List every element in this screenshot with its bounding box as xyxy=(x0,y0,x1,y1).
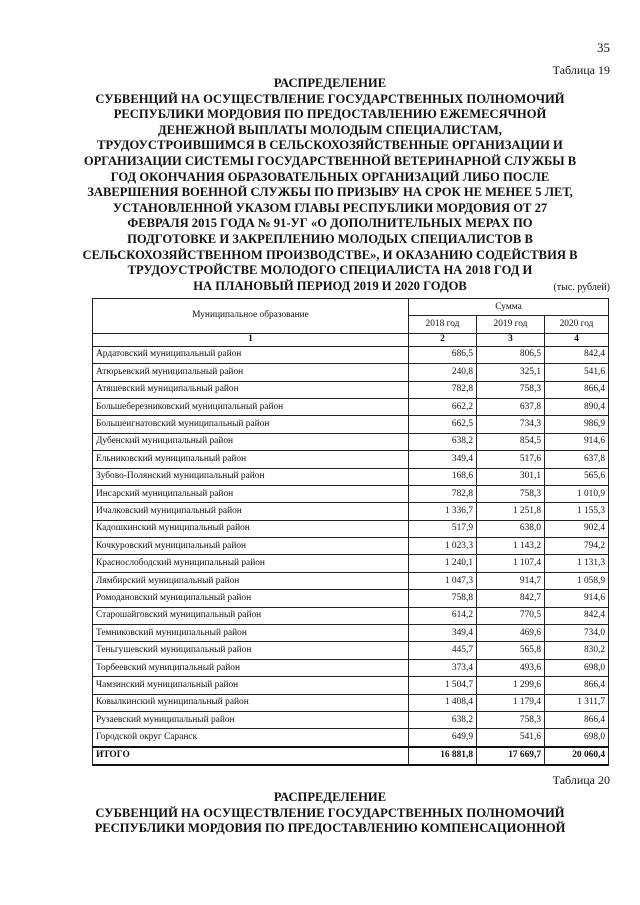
value-2018: 614,2 xyxy=(409,607,477,624)
title-line: НА ПЛАНОВЫЙ ПЕРИОД 2019 И 2020 ГОДОВ xyxy=(193,278,467,293)
title-line: ПОДГОТОВКЕ И ЗАКРЕПЛЕНИЮ МОЛОДЫХ СПЕЦИАЛИСТОВ В xyxy=(127,231,533,246)
page-number: 35 xyxy=(597,40,610,55)
municipality-name: Старошайговский муниципальный район xyxy=(93,607,409,624)
value-2019: 469,6 xyxy=(477,625,545,642)
value-2020: 541,6 xyxy=(545,364,609,381)
value-2018: 649,9 xyxy=(409,729,477,747)
value-2019: 1 143,2 xyxy=(477,538,545,555)
value-2019: 854,5 xyxy=(477,433,545,450)
municipality-name: Атюрьевский муниципальный район xyxy=(93,364,409,381)
value-2020: 914,6 xyxy=(545,433,609,450)
value-2020: 830,2 xyxy=(545,642,609,659)
total-2018: 16 881,8 xyxy=(409,747,477,765)
value-2019: 1 251,8 xyxy=(477,503,545,520)
title-line: СУБВЕНЦИЙ НА ОСУЩЕСТВЛЕНИЕ ГОСУДАРСТВЕННЫХ ПОЛНОМОЧИЙ xyxy=(95,91,565,106)
value-2018: 662,5 xyxy=(409,416,477,433)
title-line: ТРУДОУСТРОИВШИМСЯ В СЕЛЬСКОХОЗЯЙСТВЕННЫЕ ОРГАНИЗАЦИИ И xyxy=(97,138,563,153)
value-2019: 301,1 xyxy=(477,468,545,485)
municipality-name: Чамзинский муниципальный район xyxy=(93,677,409,694)
municipality-name: Кочкуровский муниципальный район xyxy=(93,538,409,555)
column-number: 3 xyxy=(477,333,545,346)
column-number: 4 xyxy=(545,333,609,346)
header-year-2020: 2020 год xyxy=(545,316,609,333)
value-2020: 914,6 xyxy=(545,590,609,607)
table-row xyxy=(93,729,609,747)
total-label: ИТОГО xyxy=(93,747,409,765)
municipality-name: Ковылкинский муниципальный район xyxy=(93,694,409,711)
value-2018: 782,8 xyxy=(409,381,477,398)
value-2020: 1 010,9 xyxy=(545,485,609,502)
municipality-name: Большеигнатовский муниципальный район xyxy=(93,416,409,433)
subvention-table xyxy=(92,298,609,766)
header-sum: Сумма xyxy=(409,299,609,316)
title-line: ТРУДОУСТРОЙСТВЕ МОЛОДОГО СПЕЦИАЛИСТА НА 2018 ГОД И xyxy=(127,263,533,278)
table-row xyxy=(93,538,609,555)
municipality-name: Кадошкинский муниципальный район xyxy=(93,520,409,537)
table-row xyxy=(93,433,609,450)
value-2018: 638,2 xyxy=(409,433,477,450)
value-2019: 325,1 xyxy=(477,364,545,381)
value-2020: 866,4 xyxy=(545,381,609,398)
table-row xyxy=(93,694,609,711)
title-line: РЕСПУБЛИКИ МОРДОВИЯ ПО ПРЕДОСТАВЛЕНИЮ ЕЖЕМЕСЯЧНОЙ xyxy=(113,107,547,122)
title-line: ГОД ОКОНЧАНИЯ ОБРАЗОВАТЕЛЬНЫХ ОРГАНИЗАЦИЙ ЛИБО ПОСЛЕ xyxy=(110,169,550,184)
value-2020: 902,4 xyxy=(545,520,609,537)
municipality-name: Торбеевский муниципальный район xyxy=(93,659,409,676)
table-row xyxy=(93,364,609,381)
value-2018: 686,5 xyxy=(409,346,477,363)
total-2020: 20 060,4 xyxy=(545,747,609,765)
value-2020: 734,0 xyxy=(545,625,609,642)
title-line: ЗАВЕРШЕНИЯ ВОЕННОЙ СЛУЖБЫ ПО ПРИЗЫВУ НА СРОК НЕ МЕНЕЕ 5 ЛЕТ, xyxy=(87,185,573,200)
value-2019: 842,7 xyxy=(477,590,545,607)
table-19-label: Таблица 19 xyxy=(552,63,610,77)
municipality-name: Ельниковский муниципальный район xyxy=(93,451,409,468)
municipality-name: Ромодановский муниципальный район xyxy=(93,590,409,607)
header-year-2018: 2018 год xyxy=(409,316,477,333)
value-2020: 794,2 xyxy=(545,538,609,555)
value-2019: 517,6 xyxy=(477,451,545,468)
table-20-title xyxy=(70,790,590,837)
value-2018: 782,8 xyxy=(409,485,477,502)
value-2019: 758,3 xyxy=(477,711,545,728)
value-2020: 1 058,9 xyxy=(545,572,609,589)
value-2020: 890,4 xyxy=(545,398,609,415)
value-2019: 806,5 xyxy=(477,346,545,363)
value-2018: 445,7 xyxy=(409,642,477,659)
municipality-name: Ардатовский муниципальный район xyxy=(93,346,409,363)
municipality-name: Рузаевский муниципальный район xyxy=(93,711,409,728)
title-line: ОРГАНИЗАЦИИ СИСТЕМЫ ГОСУДАРСТВЕННОЙ ВЕТЕРИНАРНОЙ СЛУЖБЫ В xyxy=(83,153,577,168)
title-line: РЕСПУБЛИКИ МОРДОВИЯ ПО ПРЕДОСТАВЛЕНИЮ КОМПЕНСАЦИОННОЙ xyxy=(94,821,566,836)
value-2020: 986,9 xyxy=(545,416,609,433)
units-note: (тыс. рублей) xyxy=(553,282,610,293)
municipality-name: Большеберезниковский муниципальный район xyxy=(93,398,409,415)
table-row xyxy=(93,677,609,694)
value-2019: 758,3 xyxy=(477,485,545,502)
value-2018: 1 023,3 xyxy=(409,538,477,555)
title-line: ФЕВРАЛЯ 2015 ГОДА № 91-УГ «О ДОПОЛНИТЕЛЬНЫХ МЕРАХ ПО xyxy=(127,216,533,231)
table-row xyxy=(93,572,609,589)
value-2019: 770,5 xyxy=(477,607,545,624)
value-2018: 1 336,7 xyxy=(409,503,477,520)
municipality-name: Зубово-Полянский муниципальный район xyxy=(93,468,409,485)
municipality-name: Ичалковский муниципальный район xyxy=(93,503,409,520)
value-2019: 914,7 xyxy=(477,572,545,589)
municipality-name: Атяшевский муниципальный район xyxy=(93,381,409,398)
title-line: РАСПРЕДЕЛЕНИЕ xyxy=(273,790,387,804)
value-2018: 1 240,1 xyxy=(409,555,477,572)
table-row xyxy=(93,590,609,607)
municipality-name: Темниковский муниципальный район xyxy=(93,625,409,642)
total-row xyxy=(93,747,609,765)
table-row xyxy=(93,346,609,363)
table-row xyxy=(93,607,609,624)
value-2020: 866,4 xyxy=(545,677,609,694)
municipality-name: Теньгушевский муниципальный район xyxy=(93,642,409,659)
table-row xyxy=(93,381,609,398)
municipality-name: Инсарский муниципальный район xyxy=(93,485,409,502)
table-row xyxy=(93,398,609,415)
municipality-name: Городской округ Саранск xyxy=(93,729,409,747)
title-line: РАСПРЕДЕЛЕНИЕ xyxy=(273,76,387,90)
value-2018: 168,6 xyxy=(409,468,477,485)
value-2019: 734,3 xyxy=(477,416,545,433)
value-2019: 637,8 xyxy=(477,398,545,415)
value-2020: 637,8 xyxy=(545,451,609,468)
value-2019: 565,8 xyxy=(477,642,545,659)
value-2020: 1 131,3 xyxy=(545,555,609,572)
value-2018: 349,4 xyxy=(409,625,477,642)
municipality-name: Краснослободский муниципальный район xyxy=(93,555,409,572)
value-2018: 373,4 xyxy=(409,659,477,676)
column-number: 2 xyxy=(409,333,477,346)
table-row xyxy=(93,451,609,468)
value-2018: 758,8 xyxy=(409,590,477,607)
value-2018: 349,4 xyxy=(409,451,477,468)
value-2019: 1 179,4 xyxy=(477,694,545,711)
header-year-2019: 2019 год xyxy=(477,316,545,333)
title-line: УСТАНОВЛЕННОЙ УКАЗОМ ГЛАВЫ РЕСПУБЛИКИ МОРДОВИЯ ОТ 27 xyxy=(112,200,548,215)
municipality-name: Дубенский муниципальный район xyxy=(93,433,409,450)
value-2019: 758,3 xyxy=(477,381,545,398)
value-2020: 1 155,3 xyxy=(545,503,609,520)
table-19-title xyxy=(70,76,590,294)
table-row xyxy=(93,555,609,572)
title-line: СЕЛЬСКОХОЗЯЙСТВЕННОМ ПРОИЗВОДСТВЕ», И ОКАЗАНИЮ СОДЕЙСТВИЯ В xyxy=(82,247,578,262)
value-2020: 1 311,7 xyxy=(545,694,609,711)
value-2019: 541,6 xyxy=(477,729,545,747)
table-row xyxy=(93,468,609,485)
value-2020: 842,4 xyxy=(545,346,609,363)
value-2018: 1 408,4 xyxy=(409,694,477,711)
value-2020: 698,0 xyxy=(545,729,609,747)
value-2019: 1 299,6 xyxy=(477,677,545,694)
municipality-name: Лямбирский муниципальный район xyxy=(93,572,409,589)
value-2020: 842,4 xyxy=(545,607,609,624)
value-2018: 517,9 xyxy=(409,520,477,537)
table-row xyxy=(93,520,609,537)
value-2020: 565,6 xyxy=(545,468,609,485)
column-number: 1 xyxy=(93,333,409,346)
title-line: ДЕНЕЖНОЙ ВЫПЛАТЫ МОЛОДЫМ СПЕЦИАЛИСТАМ, xyxy=(158,122,502,137)
value-2019: 1 107,4 xyxy=(477,555,545,572)
title-line: СУБВЕНЦИЙ НА ОСУЩЕСТВЛЕНИЕ ГОСУДАРСТВЕННЫХ ПОЛНОМОЧИЙ xyxy=(95,805,565,820)
table-row xyxy=(93,642,609,659)
table-row xyxy=(93,625,609,642)
table-20-label: Таблица 20 xyxy=(552,773,610,787)
total-2019: 17 669,7 xyxy=(477,747,545,765)
value-2018: 638,2 xyxy=(409,711,477,728)
value-2018: 662,2 xyxy=(409,398,477,415)
header-municipality: Муниципальное образование xyxy=(93,299,409,334)
value-2019: 493,6 xyxy=(477,659,545,676)
table-row xyxy=(93,503,609,520)
value-2019: 638,0 xyxy=(477,520,545,537)
table-row xyxy=(93,711,609,728)
table-row xyxy=(93,485,609,502)
value-2018: 1 047,3 xyxy=(409,572,477,589)
table-row xyxy=(93,659,609,676)
value-2018: 240,8 xyxy=(409,364,477,381)
value-2020: 698,0 xyxy=(545,659,609,676)
value-2020: 866,4 xyxy=(545,711,609,728)
table-row xyxy=(93,416,609,433)
value-2018: 1 504,7 xyxy=(409,677,477,694)
